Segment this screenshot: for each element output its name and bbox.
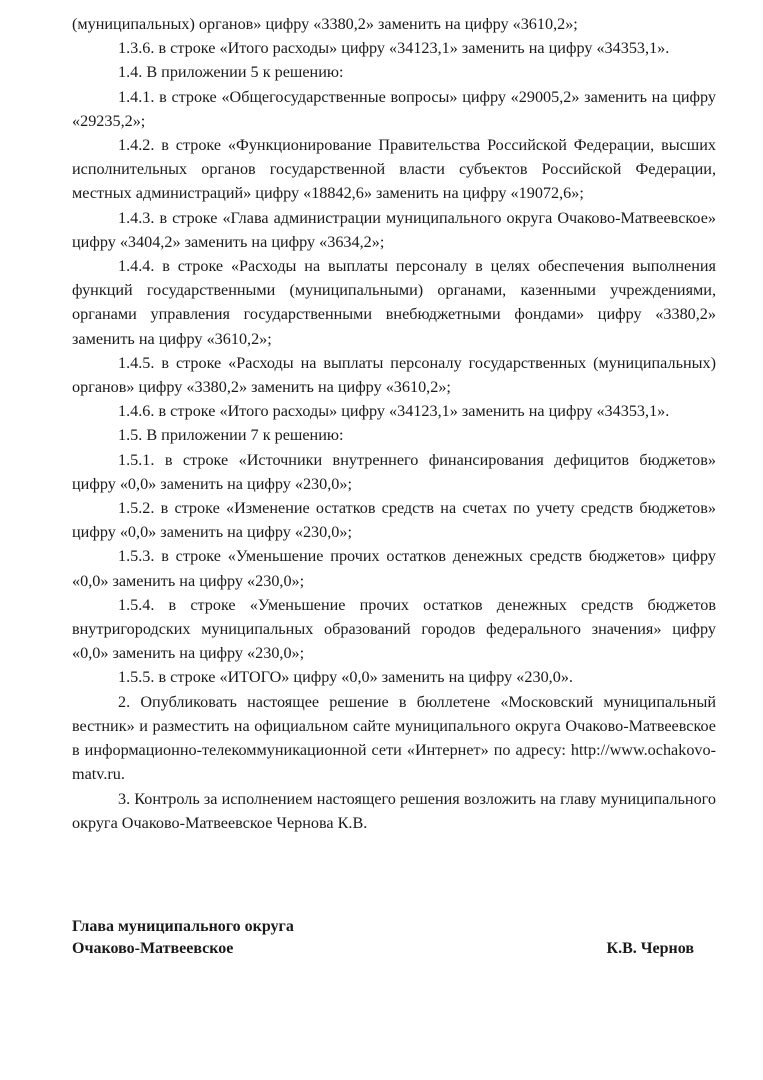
- paragraph-2: 2. Опубликовать настоящее решение в бюллетене «Московский муниципальный вестник» и разместить на официальном сайте муниципального округа Очаково-Матвеевское в информационно-телекоммуникационной сети «Интернет» по адресу: http://www.ochakovo-matv.ru.: [72, 692, 716, 784]
- document-body: [72, 12, 716, 835]
- paragraph-1-5-2: 1.5.2. в строке «Изменение остатков средств на счетах по учету средств бюджетов» цифру «0,0» заменить на цифру «230,0»;: [72, 499, 716, 542]
- paragraph-1-4-4: 1.4.4. в строке «Расходы на выплаты персоналу в целях обеспечения выполнения функций государственными (муниципальными) органами, казенными учреждениями, органами управления государственными внебюджетными фондами» цифру «3380,2» заменить на цифру «3610,2»;: [72, 257, 716, 348]
- signature-title-line1: Глава муниципального округа: [72, 918, 294, 935]
- paragraph-1-5: 1.5. В приложении 7 к решению:: [118, 426, 344, 445]
- paragraph-1-5-4: 1.5.4. в строке «Уменьшение прочих остатков денежных средств бюджетов внутригородских муниципальных образований городов федерального значения» цифру «0,0» заменить на цифру «230,0»;: [72, 595, 716, 663]
- paragraph-1-4-5: 1.4.5. в строке «Расходы на выплаты персоналу государственных (муниципальных) органов» цифру «3380,2» заменить на цифру «3610,2»;: [72, 353, 716, 397]
- paragraph-1-5-1: 1.5.1. в строке «Источники внутреннего финансирования дефицитов бюджетов» цифру «0,0» заменить на цифру «230,0»;: [72, 450, 716, 493]
- signature-block: [72, 916, 694, 960]
- paragraph-1-3-6: 1.3.6. в строке «Итого расходы» цифру «34123,1» заменить на цифру «34353,1».: [118, 39, 670, 58]
- paragraph-1-5-3: 1.5.3. в строке «Уменьшение прочих остатков денежных средств бюджетов» цифру «0,0» заменить на цифру «230,0»;: [72, 547, 716, 590]
- paragraph-1-4-3: 1.4.3. в строке «Глава администрации муниципального округа Очаково-Матвеевское» цифру «3404,2» заменить на цифру «3634,2»;: [72, 208, 716, 251]
- signature-row: [72, 938, 694, 960]
- paragraph-1-4: 1.4. В приложении 5 к решению:: [118, 63, 344, 82]
- paragraph-continuation: (муниципальных) органов» цифру «3380,2» заменить на цифру «3610,2»;: [72, 15, 578, 33]
- paragraph-1-4-6: 1.4.6. в строке «Итого расходы» цифру «34123,1» заменить на цифру «34353,1».: [118, 402, 670, 421]
- paragraph-1-4-2: 1.4.2. в строке «Функционирование Правительства Российской Федерации, высших исполнительных органов государственной власти субъектов Российской Федерации, местных администраций» цифру «18842,6» заменить на цифру «19072,6»;: [72, 136, 716, 203]
- signature-name: К.В. Чернов: [606, 940, 694, 957]
- paragraph-1-4-1: 1.4.1. в строке «Общегосударственные вопросы» цифру «29005,2» заменить на цифру «29235,2»;: [72, 87, 716, 130]
- signature-title-line2: Очаково-Матвеевское: [72, 940, 234, 957]
- paragraph-1-5-5: 1.5.5. в строке «ИТОГО» цифру «0,0» заменить на цифру «230,0».: [118, 668, 573, 687]
- paragraph-3: 3. Контроль за исполнением настоящего решения возложить на главу муниципального округа Очаково-Матвеевское Чернова К.В.: [72, 789, 716, 832]
